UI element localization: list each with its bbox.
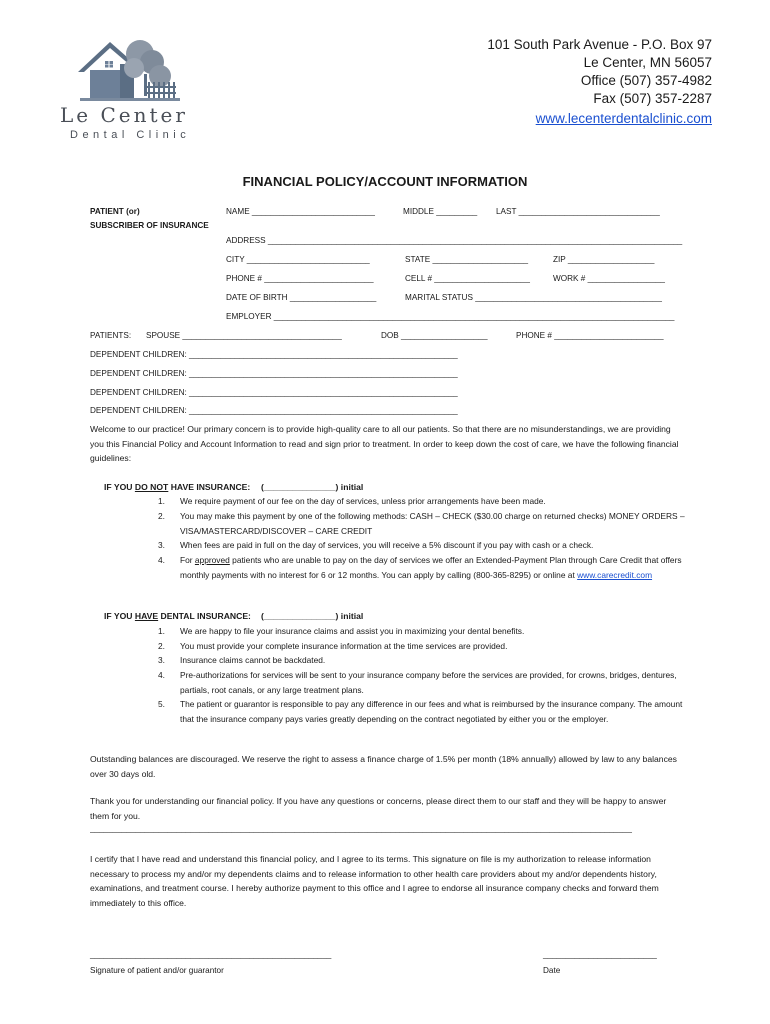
spouse-field[interactable]: SPOUSE ___________________________________ bbox=[146, 331, 342, 340]
marital-status-field[interactable]: MARITAL STATUS _________________________________________ bbox=[405, 293, 662, 302]
no-insurance-item-care-credit: For approved patients who are unable to pay on the day of services we offer an Extended-Payment Plan through Care Credit that offers monthly payments with no interest for 6 or 12 months. You can apply by calling (800-365-8295) or online at www.carecredit.com bbox=[180, 555, 682, 580]
care-credit-link[interactable]: www.carecredit.com bbox=[577, 569, 653, 580]
signature-line[interactable]: _____________________________________________________ bbox=[90, 950, 332, 959]
phone-field[interactable]: PHONE # ________________________ bbox=[226, 274, 374, 283]
insurance-item: Insurance claims cannot be backdated. bbox=[180, 655, 326, 665]
list-number: 2. bbox=[158, 641, 165, 651]
state-field[interactable]: STATE _____________________ bbox=[405, 255, 529, 264]
date-label: Date bbox=[543, 966, 561, 975]
address-line-1: 101 South Park Avenue - P.O. Box 97 bbox=[487, 37, 712, 52]
date-line[interactable]: _________________________ bbox=[543, 950, 657, 959]
house-tree-logo-icon bbox=[60, 30, 210, 142]
no-insurance-heading: IF YOU DO NOT HAVE INSURANCE: bbox=[104, 482, 251, 492]
address-field[interactable]: ADDRESS ___________________________________________________________________________________________ bbox=[226, 236, 683, 245]
dependent-children-field[interactable]: DEPENDENT CHILDREN: ___________________________________________________________ bbox=[90, 388, 458, 397]
have-insurance-initial-field[interactable]: (_______________) initial bbox=[261, 611, 364, 621]
insurance-item: Pre-authorizations for services will be sent to your insurance company before the services are provided, for crowns, bridges, dentures, partials, root canals, or any large treatment plans. bbox=[180, 670, 677, 695]
svg-text:Le Center: Le Center bbox=[60, 103, 188, 127]
section-divider: _______________________________________________________________________________________________________________________ bbox=[90, 824, 632, 833]
subscriber-label: SUBSCRIBER OF INSURANCE bbox=[90, 221, 209, 230]
dependent-children-field[interactable]: DEPENDENT CHILDREN: ___________________________________________________________ bbox=[90, 369, 458, 378]
clinic-logo bbox=[60, 30, 210, 142]
outstanding-balances-paragraph: Outstanding balances are discouraged. We reserve the right to assess a finance charge of 1.5% per month (18% annually) allowed by law to any balances over 30 days old. bbox=[90, 754, 677, 779]
zip-field[interactable]: ZIP ___________________ bbox=[553, 255, 655, 264]
dependent-children-field[interactable]: DEPENDENT CHILDREN: ___________________________________________________________ bbox=[90, 406, 458, 415]
dependent-children-field[interactable]: DEPENDENT CHILDREN: ___________________________________________________________ bbox=[90, 350, 458, 359]
cell-field[interactable]: CELL # _____________________ bbox=[405, 274, 530, 283]
address-line-2: Le Center, MN 56057 bbox=[583, 55, 712, 70]
insurance-item: We are happy to file your insurance claims and assist you in maximizing your dental benefits. bbox=[180, 626, 525, 636]
no-insurance-item: When fees are paid in full on the day of services, you will receive a 5% discount if you pay with cash or a check. bbox=[180, 540, 594, 550]
page-title: FINANCIAL POLICY/ACCOUNT INFORMATION bbox=[242, 174, 528, 189]
last-name-field[interactable]: LAST _______________________________ bbox=[496, 207, 660, 216]
list-number: 5. bbox=[158, 699, 165, 709]
intro-paragraph: Welcome to our practice! Our primary concern is to provide high-quality care to all our patients. So that there are no misunderstandings, we are providing you this Financial Policy and Account Information to read and sign prior to treatment. In order to keep down the cost of care, we have the following financial guidelines: bbox=[90, 424, 679, 464]
list-number: 4. bbox=[158, 670, 165, 680]
thank-you-paragraph: Thank you for understanding our financial policy. If you have any questions or concerns, please direct them to our staff and they will be happy to answer them for you. bbox=[90, 796, 667, 821]
certification-paragraph: I certify that I have read and understand this financial policy, and I agree to its terms. This signature on file is my authorization to release information necessary to process my and/or my dependents claims and to release information to other health care providers about my and/or dependents history, examinations, and treatment course. I hereby authorize payment to this office and I agree to endorse all insurance company checks and forward them immediately to this office. bbox=[90, 854, 659, 908]
no-insurance-item: We require payment of our fee on the day of services, unless prior arrangements have been made. bbox=[180, 496, 546, 506]
middle-name-field[interactable]: MIDDLE _________ bbox=[403, 207, 478, 216]
insurance-item: The patient or guarantor is responsible to pay any difference in our fees and what is reimbursed by the insurance company. The amount that the insurance company pays varies greatly depending on the contract negotiated by either you or the employer. bbox=[180, 699, 683, 724]
list-number: 1. bbox=[158, 496, 165, 506]
list-number: 3. bbox=[158, 655, 165, 665]
city-field[interactable]: CITY ___________________________ bbox=[226, 255, 370, 264]
list-number: 2. bbox=[158, 511, 165, 521]
website-link[interactable]: www.lecenterdentalclinic.com bbox=[535, 111, 712, 126]
svg-text:Dental Clinic: Dental Clinic bbox=[70, 129, 191, 141]
employer-field[interactable]: EMPLOYER ________________________________________________________________________________________ bbox=[226, 312, 675, 321]
fax-number: Fax (507) 357-2287 bbox=[593, 91, 712, 106]
work-field[interactable]: WORK # _________________ bbox=[553, 274, 665, 283]
no-insurance-initial-field[interactable]: (_______________) initial bbox=[261, 482, 364, 492]
office-phone: Office (507) 357-4982 bbox=[580, 73, 712, 88]
have-insurance-heading: IF YOU HAVE DENTAL INSURANCE: bbox=[104, 611, 251, 621]
spouse-phone-field[interactable]: PHONE # ________________________ bbox=[516, 331, 664, 340]
insurance-item: You must provide your complete insurance information at the time services are provided. bbox=[180, 641, 508, 651]
no-insurance-item: You may make this payment by one of the following methods: CASH – CHECK ($30.00 charge on returned checks) MONEY ORDERS – VISA/MASTERCARD/DISCOVER – CARE CREDIT bbox=[180, 511, 685, 536]
list-number: 1. bbox=[158, 626, 165, 636]
signature-label: Signature of patient and/or guarantor bbox=[90, 966, 224, 975]
list-number: 3. bbox=[158, 540, 165, 550]
patients-label: PATIENTS: bbox=[90, 331, 132, 340]
spouse-dob-field[interactable]: DOB ___________________ bbox=[381, 331, 488, 340]
list-number: 4. bbox=[158, 555, 165, 565]
date-of-birth-field[interactable]: DATE OF BIRTH ___________________ bbox=[226, 293, 377, 302]
patient-label: PATIENT (or) bbox=[90, 207, 140, 216]
name-field[interactable]: NAME ___________________________ bbox=[226, 207, 375, 216]
